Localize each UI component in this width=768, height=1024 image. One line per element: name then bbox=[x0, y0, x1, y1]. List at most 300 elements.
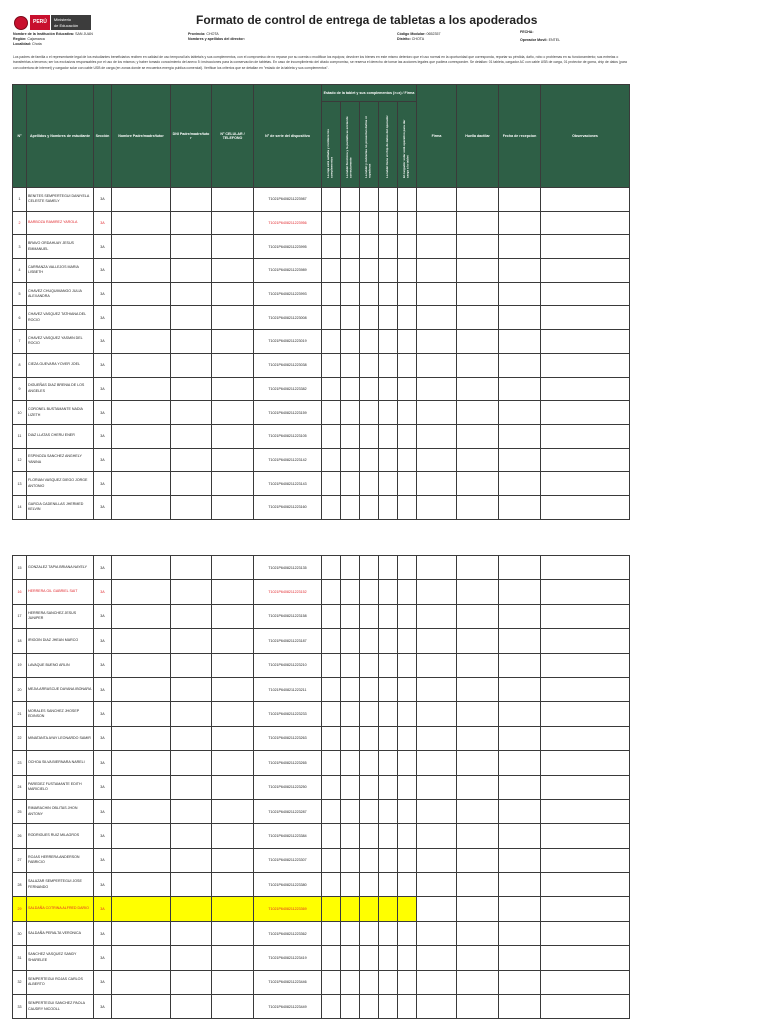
fingerprint-cell[interactable] bbox=[457, 970, 499, 994]
state-check-1[interactable] bbox=[322, 377, 341, 401]
state-check-4[interactable] bbox=[379, 946, 398, 970]
phone-cell[interactable] bbox=[212, 897, 254, 921]
parent-cell[interactable] bbox=[112, 677, 171, 701]
state-check-4[interactable] bbox=[379, 604, 398, 628]
date-cell[interactable] bbox=[499, 921, 541, 945]
date-cell[interactable] bbox=[499, 848, 541, 872]
state-check-1[interactable] bbox=[322, 775, 341, 799]
phone-cell[interactable] bbox=[212, 629, 254, 653]
state-check-3[interactable] bbox=[360, 495, 379, 519]
observations-cell[interactable] bbox=[541, 848, 630, 872]
parent-cell[interactable] bbox=[112, 629, 171, 653]
signature-cell[interactable] bbox=[417, 235, 457, 259]
state-check-4[interactable] bbox=[379, 653, 398, 677]
phone-cell[interactable] bbox=[212, 282, 254, 306]
parent-cell[interactable] bbox=[112, 556, 171, 580]
state-check-1[interactable] bbox=[322, 306, 341, 330]
state-check-2[interactable] bbox=[341, 495, 360, 519]
dni-cell[interactable] bbox=[171, 775, 212, 799]
phone-cell[interactable] bbox=[212, 377, 254, 401]
signature-cell[interactable] bbox=[417, 604, 457, 628]
state-check-5[interactable] bbox=[398, 775, 417, 799]
date-cell[interactable] bbox=[499, 897, 541, 921]
state-check-5[interactable] bbox=[398, 970, 417, 994]
state-check-4[interactable] bbox=[379, 726, 398, 750]
state-check-3[interactable] bbox=[360, 580, 379, 604]
observations-cell[interactable] bbox=[541, 580, 630, 604]
signature-cell[interactable] bbox=[417, 629, 457, 653]
signature-cell[interactable] bbox=[417, 211, 457, 235]
state-check-3[interactable] bbox=[360, 472, 379, 496]
dni-cell[interactable] bbox=[171, 824, 212, 848]
phone-cell[interactable] bbox=[212, 424, 254, 448]
phone-cell[interactable] bbox=[212, 259, 254, 283]
phone-cell[interactable] bbox=[212, 726, 254, 750]
state-check-2[interactable] bbox=[341, 353, 360, 377]
state-check-3[interactable] bbox=[360, 775, 379, 799]
observations-cell[interactable] bbox=[541, 921, 630, 945]
fingerprint-cell[interactable] bbox=[457, 556, 499, 580]
state-check-3[interactable] bbox=[360, 424, 379, 448]
parent-cell[interactable] bbox=[112, 580, 171, 604]
state-check-3[interactable] bbox=[360, 995, 379, 1019]
state-check-3[interactable] bbox=[360, 946, 379, 970]
state-check-2[interactable] bbox=[341, 448, 360, 472]
state-check-5[interactable] bbox=[398, 921, 417, 945]
state-check-5[interactable] bbox=[398, 702, 417, 726]
observations-cell[interactable] bbox=[541, 824, 630, 848]
date-cell[interactable] bbox=[499, 946, 541, 970]
state-check-5[interactable] bbox=[398, 824, 417, 848]
parent-cell[interactable] bbox=[112, 495, 171, 519]
state-check-5[interactable] bbox=[398, 604, 417, 628]
state-check-2[interactable] bbox=[341, 848, 360, 872]
date-cell[interactable] bbox=[499, 751, 541, 775]
parent-cell[interactable] bbox=[112, 751, 171, 775]
state-check-2[interactable] bbox=[341, 424, 360, 448]
parent-cell[interactable] bbox=[112, 330, 171, 354]
fingerprint-cell[interactable] bbox=[457, 259, 499, 283]
fingerprint-cell[interactable] bbox=[457, 824, 499, 848]
state-check-3[interactable] bbox=[360, 377, 379, 401]
state-check-1[interactable] bbox=[322, 235, 341, 259]
fingerprint-cell[interactable] bbox=[457, 897, 499, 921]
signature-cell[interactable] bbox=[417, 580, 457, 604]
fingerprint-cell[interactable] bbox=[457, 424, 499, 448]
state-check-1[interactable] bbox=[322, 188, 341, 212]
state-check-4[interactable] bbox=[379, 472, 398, 496]
parent-cell[interactable] bbox=[112, 604, 171, 628]
dni-cell[interactable] bbox=[171, 188, 212, 212]
phone-cell[interactable] bbox=[212, 472, 254, 496]
state-check-3[interactable] bbox=[360, 353, 379, 377]
state-check-2[interactable] bbox=[341, 188, 360, 212]
dni-cell[interactable] bbox=[171, 921, 212, 945]
state-check-5[interactable] bbox=[398, 472, 417, 496]
state-check-3[interactable] bbox=[360, 282, 379, 306]
state-check-1[interactable] bbox=[322, 495, 341, 519]
date-cell[interactable] bbox=[499, 824, 541, 848]
state-check-1[interactable] bbox=[322, 448, 341, 472]
state-check-4[interactable] bbox=[379, 188, 398, 212]
state-check-2[interactable] bbox=[341, 580, 360, 604]
state-check-2[interactable] bbox=[341, 653, 360, 677]
signature-cell[interactable] bbox=[417, 556, 457, 580]
fingerprint-cell[interactable] bbox=[457, 775, 499, 799]
phone-cell[interactable] bbox=[212, 970, 254, 994]
observations-cell[interactable] bbox=[541, 799, 630, 823]
state-check-1[interactable] bbox=[322, 726, 341, 750]
state-check-3[interactable] bbox=[360, 848, 379, 872]
state-check-3[interactable] bbox=[360, 751, 379, 775]
state-check-1[interactable] bbox=[322, 424, 341, 448]
state-check-1[interactable] bbox=[322, 897, 341, 921]
state-check-3[interactable] bbox=[360, 448, 379, 472]
state-check-5[interactable] bbox=[398, 306, 417, 330]
state-check-1[interactable] bbox=[322, 580, 341, 604]
state-check-4[interactable] bbox=[379, 330, 398, 354]
state-check-3[interactable] bbox=[360, 653, 379, 677]
date-cell[interactable] bbox=[499, 580, 541, 604]
parent-cell[interactable] bbox=[112, 259, 171, 283]
state-check-3[interactable] bbox=[360, 824, 379, 848]
fingerprint-cell[interactable] bbox=[457, 472, 499, 496]
state-check-1[interactable] bbox=[322, 799, 341, 823]
state-check-1[interactable] bbox=[322, 211, 341, 235]
dni-cell[interactable] bbox=[171, 702, 212, 726]
fingerprint-cell[interactable] bbox=[457, 995, 499, 1019]
parent-cell[interactable] bbox=[112, 353, 171, 377]
state-check-1[interactable] bbox=[322, 653, 341, 677]
observations-cell[interactable] bbox=[541, 306, 630, 330]
signature-cell[interactable] bbox=[417, 401, 457, 425]
fingerprint-cell[interactable] bbox=[457, 188, 499, 212]
fingerprint-cell[interactable] bbox=[457, 211, 499, 235]
dni-cell[interactable] bbox=[171, 653, 212, 677]
state-check-2[interactable] bbox=[341, 211, 360, 235]
state-check-1[interactable] bbox=[322, 353, 341, 377]
state-check-3[interactable] bbox=[360, 897, 379, 921]
state-check-4[interactable] bbox=[379, 702, 398, 726]
state-check-1[interactable] bbox=[322, 556, 341, 580]
signature-cell[interactable] bbox=[417, 448, 457, 472]
state-check-2[interactable] bbox=[341, 775, 360, 799]
fingerprint-cell[interactable] bbox=[457, 702, 499, 726]
phone-cell[interactable] bbox=[212, 799, 254, 823]
dni-cell[interactable] bbox=[171, 873, 212, 897]
signature-cell[interactable] bbox=[417, 653, 457, 677]
date-cell[interactable] bbox=[499, 401, 541, 425]
signature-cell[interactable] bbox=[417, 970, 457, 994]
signature-cell[interactable] bbox=[417, 330, 457, 354]
state-check-5[interactable] bbox=[398, 330, 417, 354]
state-check-2[interactable] bbox=[341, 702, 360, 726]
observations-cell[interactable] bbox=[541, 495, 630, 519]
date-cell[interactable] bbox=[499, 353, 541, 377]
state-check-2[interactable] bbox=[341, 921, 360, 945]
parent-cell[interactable] bbox=[112, 799, 171, 823]
state-check-2[interactable] bbox=[341, 897, 360, 921]
parent-cell[interactable] bbox=[112, 282, 171, 306]
signature-cell[interactable] bbox=[417, 775, 457, 799]
date-cell[interactable] bbox=[499, 211, 541, 235]
observations-cell[interactable] bbox=[541, 677, 630, 701]
dni-cell[interactable] bbox=[171, 235, 212, 259]
dni-cell[interactable] bbox=[171, 306, 212, 330]
observations-cell[interactable] bbox=[541, 377, 630, 401]
state-check-5[interactable] bbox=[398, 580, 417, 604]
state-check-4[interactable] bbox=[379, 824, 398, 848]
state-check-3[interactable] bbox=[360, 211, 379, 235]
fingerprint-cell[interactable] bbox=[457, 282, 499, 306]
parent-cell[interactable] bbox=[112, 306, 171, 330]
phone-cell[interactable] bbox=[212, 702, 254, 726]
state-check-3[interactable] bbox=[360, 629, 379, 653]
state-check-1[interactable] bbox=[322, 282, 341, 306]
fingerprint-cell[interactable] bbox=[457, 751, 499, 775]
signature-cell[interactable] bbox=[417, 495, 457, 519]
signature-cell[interactable] bbox=[417, 353, 457, 377]
state-check-4[interactable] bbox=[379, 448, 398, 472]
observations-cell[interactable] bbox=[541, 751, 630, 775]
date-cell[interactable] bbox=[499, 448, 541, 472]
parent-cell[interactable] bbox=[112, 921, 171, 945]
parent-cell[interactable] bbox=[112, 472, 171, 496]
signature-cell[interactable] bbox=[417, 306, 457, 330]
fingerprint-cell[interactable] bbox=[457, 580, 499, 604]
signature-cell[interactable] bbox=[417, 848, 457, 872]
fingerprint-cell[interactable] bbox=[457, 921, 499, 945]
signature-cell[interactable] bbox=[417, 259, 457, 283]
fingerprint-cell[interactable] bbox=[457, 726, 499, 750]
date-cell[interactable] bbox=[499, 377, 541, 401]
state-check-4[interactable] bbox=[379, 970, 398, 994]
parent-cell[interactable] bbox=[112, 824, 171, 848]
state-check-3[interactable] bbox=[360, 401, 379, 425]
observations-cell[interactable] bbox=[541, 995, 630, 1019]
observations-cell[interactable] bbox=[541, 897, 630, 921]
signature-cell[interactable] bbox=[417, 677, 457, 701]
date-cell[interactable] bbox=[499, 259, 541, 283]
state-check-3[interactable] bbox=[360, 873, 379, 897]
signature-cell[interactable] bbox=[417, 424, 457, 448]
parent-cell[interactable] bbox=[112, 401, 171, 425]
phone-cell[interactable] bbox=[212, 495, 254, 519]
observations-cell[interactable] bbox=[541, 424, 630, 448]
state-check-2[interactable] bbox=[341, 604, 360, 628]
dni-cell[interactable] bbox=[171, 995, 212, 1019]
observations-cell[interactable] bbox=[541, 235, 630, 259]
parent-cell[interactable] bbox=[112, 702, 171, 726]
signature-cell[interactable] bbox=[417, 995, 457, 1019]
phone-cell[interactable] bbox=[212, 921, 254, 945]
date-cell[interactable] bbox=[499, 604, 541, 628]
state-check-4[interactable] bbox=[379, 775, 398, 799]
state-check-2[interactable] bbox=[341, 751, 360, 775]
state-check-2[interactable] bbox=[341, 995, 360, 1019]
date-cell[interactable] bbox=[499, 330, 541, 354]
state-check-3[interactable] bbox=[360, 799, 379, 823]
state-check-3[interactable] bbox=[360, 921, 379, 945]
phone-cell[interactable] bbox=[212, 211, 254, 235]
phone-cell[interactable] bbox=[212, 306, 254, 330]
state-check-1[interactable] bbox=[322, 848, 341, 872]
state-check-1[interactable] bbox=[322, 604, 341, 628]
state-check-1[interactable] bbox=[322, 946, 341, 970]
state-check-5[interactable] bbox=[398, 188, 417, 212]
state-check-5[interactable] bbox=[398, 211, 417, 235]
date-cell[interactable] bbox=[499, 282, 541, 306]
observations-cell[interactable] bbox=[541, 604, 630, 628]
parent-cell[interactable] bbox=[112, 726, 171, 750]
signature-cell[interactable] bbox=[417, 472, 457, 496]
date-cell[interactable] bbox=[499, 995, 541, 1019]
dni-cell[interactable] bbox=[171, 897, 212, 921]
state-check-4[interactable] bbox=[379, 495, 398, 519]
state-check-5[interactable] bbox=[398, 235, 417, 259]
state-check-1[interactable] bbox=[322, 401, 341, 425]
observations-cell[interactable] bbox=[541, 211, 630, 235]
fingerprint-cell[interactable] bbox=[457, 495, 499, 519]
state-check-4[interactable] bbox=[379, 629, 398, 653]
signature-cell[interactable] bbox=[417, 799, 457, 823]
state-check-2[interactable] bbox=[341, 799, 360, 823]
date-cell[interactable] bbox=[499, 472, 541, 496]
state-check-5[interactable] bbox=[398, 751, 417, 775]
state-check-5[interactable] bbox=[398, 946, 417, 970]
state-check-3[interactable] bbox=[360, 259, 379, 283]
state-check-5[interactable] bbox=[398, 259, 417, 283]
state-check-4[interactable] bbox=[379, 235, 398, 259]
observations-cell[interactable] bbox=[541, 472, 630, 496]
signature-cell[interactable] bbox=[417, 726, 457, 750]
state-check-5[interactable] bbox=[398, 653, 417, 677]
observations-cell[interactable] bbox=[541, 946, 630, 970]
state-check-3[interactable] bbox=[360, 556, 379, 580]
state-check-5[interactable] bbox=[398, 424, 417, 448]
phone-cell[interactable] bbox=[212, 824, 254, 848]
state-check-2[interactable] bbox=[341, 306, 360, 330]
fingerprint-cell[interactable] bbox=[457, 235, 499, 259]
dni-cell[interactable] bbox=[171, 946, 212, 970]
state-check-5[interactable] bbox=[398, 726, 417, 750]
observations-cell[interactable] bbox=[541, 448, 630, 472]
signature-cell[interactable] bbox=[417, 824, 457, 848]
state-check-4[interactable] bbox=[379, 677, 398, 701]
parent-cell[interactable] bbox=[112, 235, 171, 259]
observations-cell[interactable] bbox=[541, 873, 630, 897]
fingerprint-cell[interactable] bbox=[457, 677, 499, 701]
state-check-2[interactable] bbox=[341, 330, 360, 354]
state-check-2[interactable] bbox=[341, 946, 360, 970]
state-check-5[interactable] bbox=[398, 848, 417, 872]
parent-cell[interactable] bbox=[112, 775, 171, 799]
state-check-5[interactable] bbox=[398, 377, 417, 401]
state-check-2[interactable] bbox=[341, 629, 360, 653]
dni-cell[interactable] bbox=[171, 259, 212, 283]
date-cell[interactable] bbox=[499, 677, 541, 701]
state-check-2[interactable] bbox=[341, 235, 360, 259]
state-check-4[interactable] bbox=[379, 424, 398, 448]
parent-cell[interactable] bbox=[112, 848, 171, 872]
parent-cell[interactable] bbox=[112, 188, 171, 212]
state-check-4[interactable] bbox=[379, 799, 398, 823]
state-check-1[interactable] bbox=[322, 921, 341, 945]
observations-cell[interactable] bbox=[541, 653, 630, 677]
parent-cell[interactable] bbox=[112, 211, 171, 235]
date-cell[interactable] bbox=[499, 799, 541, 823]
dni-cell[interactable] bbox=[171, 495, 212, 519]
state-check-4[interactable] bbox=[379, 995, 398, 1019]
signature-cell[interactable] bbox=[417, 377, 457, 401]
state-check-2[interactable] bbox=[341, 259, 360, 283]
observations-cell[interactable] bbox=[541, 330, 630, 354]
state-check-1[interactable] bbox=[322, 677, 341, 701]
parent-cell[interactable] bbox=[112, 995, 171, 1019]
state-check-3[interactable] bbox=[360, 235, 379, 259]
phone-cell[interactable] bbox=[212, 604, 254, 628]
phone-cell[interactable] bbox=[212, 330, 254, 354]
observations-cell[interactable] bbox=[541, 970, 630, 994]
observations-cell[interactable] bbox=[541, 726, 630, 750]
fingerprint-cell[interactable] bbox=[457, 377, 499, 401]
phone-cell[interactable] bbox=[212, 995, 254, 1019]
dni-cell[interactable] bbox=[171, 556, 212, 580]
state-check-4[interactable] bbox=[379, 751, 398, 775]
state-check-3[interactable] bbox=[360, 702, 379, 726]
dni-cell[interactable] bbox=[171, 580, 212, 604]
state-check-1[interactable] bbox=[322, 330, 341, 354]
date-cell[interactable] bbox=[499, 970, 541, 994]
date-cell[interactable] bbox=[499, 188, 541, 212]
observations-cell[interactable] bbox=[541, 556, 630, 580]
state-check-4[interactable] bbox=[379, 211, 398, 235]
state-check-5[interactable] bbox=[398, 495, 417, 519]
date-cell[interactable] bbox=[499, 495, 541, 519]
date-cell[interactable] bbox=[499, 306, 541, 330]
signature-cell[interactable] bbox=[417, 188, 457, 212]
date-cell[interactable] bbox=[499, 556, 541, 580]
dni-cell[interactable] bbox=[171, 472, 212, 496]
state-check-1[interactable] bbox=[322, 995, 341, 1019]
fingerprint-cell[interactable] bbox=[457, 353, 499, 377]
state-check-2[interactable] bbox=[341, 377, 360, 401]
signature-cell[interactable] bbox=[417, 897, 457, 921]
dni-cell[interactable] bbox=[171, 799, 212, 823]
phone-cell[interactable] bbox=[212, 556, 254, 580]
state-check-5[interactable] bbox=[398, 873, 417, 897]
phone-cell[interactable] bbox=[212, 751, 254, 775]
state-check-3[interactable] bbox=[360, 330, 379, 354]
fingerprint-cell[interactable] bbox=[457, 848, 499, 872]
dni-cell[interactable] bbox=[171, 211, 212, 235]
state-check-2[interactable] bbox=[341, 556, 360, 580]
state-check-5[interactable] bbox=[398, 282, 417, 306]
state-check-3[interactable] bbox=[360, 970, 379, 994]
date-cell[interactable] bbox=[499, 726, 541, 750]
date-cell[interactable] bbox=[499, 235, 541, 259]
state-check-4[interactable] bbox=[379, 353, 398, 377]
signature-cell[interactable] bbox=[417, 702, 457, 726]
fingerprint-cell[interactable] bbox=[457, 604, 499, 628]
fingerprint-cell[interactable] bbox=[457, 306, 499, 330]
state-check-2[interactable] bbox=[341, 472, 360, 496]
observations-cell[interactable] bbox=[541, 401, 630, 425]
date-cell[interactable] bbox=[499, 775, 541, 799]
state-check-1[interactable] bbox=[322, 970, 341, 994]
parent-cell[interactable] bbox=[112, 873, 171, 897]
date-cell[interactable] bbox=[499, 702, 541, 726]
